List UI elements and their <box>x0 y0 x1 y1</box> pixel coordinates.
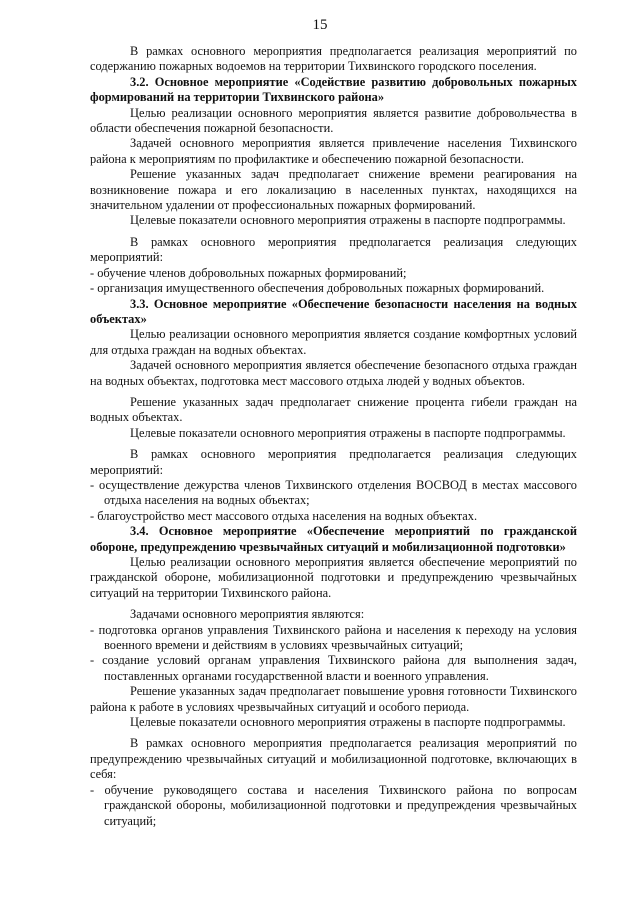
list-item: - благоустройство мест массового отдыха населения на водных объектах. <box>90 508 478 523</box>
paragraph: Целевые показатели основного мероприятия отражены в паспорте подпрограммы. <box>130 425 566 440</box>
list-item: - создание условий органам управления Тихвинского района для выполнения задач, поставленных органами государственной власти и военного управления. <box>90 653 577 683</box>
paragraph: В рамках основного мероприятия предполагается реализация следующих мероприятий: <box>90 447 577 477</box>
paragraph: В рамках основного мероприятия предполагается реализация мероприятий по содержанию пожарных водоемов на территории Тихвинского городского поселения. <box>90 44 577 74</box>
paragraph: Целью реализации основного мероприятия является создание комфортных условий для отдыха граждан на водных объектах. <box>90 327 577 357</box>
paragraph: Задачей основного мероприятия является обеспечение безопасного отдыха граждан на водных объектах, подготовка мест массового отдыха людей у водных объектов. <box>90 358 577 388</box>
paragraph: В рамках основного мероприятия предполагается реализация мероприятий по предупреждению чрезвычайных ситуаций и мобилизационной подготовке, включающих в себя: <box>90 736 577 782</box>
page-number: 15 <box>312 17 328 33</box>
list-item: - обучение руководящего состава и населения Тихвинского района по вопросам гражданской обороны, мобилизационной подготовки и предупреждения чрезвычайных ситуаций; <box>90 782 577 828</box>
section-heading: 3.3. Основное мероприятие «Обеспечение безопасности населения на водных объектах» <box>90 296 577 326</box>
list-item: - организация имущественного обеспечения добровольных пожарных формирований. <box>90 281 545 296</box>
paragraph: Целевые показатели основного мероприятия отражены в паспорте подпрограммы. <box>130 213 566 228</box>
paragraph: Целью реализации основного мероприятия является развитие добровольчества в области обеспечения пожарной безопасности. <box>90 105 577 136</box>
paragraph: Решение указанных задач предполагает снижение времени реагирования на возникновение пожара и его локализацию в населенных пунктах, находящихся на значительном удалении от профессиональных пожарных формирований. <box>90 167 577 213</box>
section-heading: 3.4. Основное мероприятие «Обеспечение мероприятий по гражданской обороне, предупреждению чрезвычайных ситуаций и мобилизационной подготовки» <box>90 524 577 554</box>
paragraph: Задачами основного мероприятия являются: <box>130 607 365 622</box>
list-item: - обучение членов добровольных пожарных формирований; <box>90 265 407 280</box>
document-body <box>90 44 577 829</box>
paragraph: Решение указанных задач предполагает повышение уровня готовности Тихвинского района к работе в условиях чрезвычайных ситуаций и особого периода. <box>90 684 577 714</box>
paragraph: Решение указанных задач предполагает снижение процента гибели граждан на водных объектах. <box>90 394 577 425</box>
paragraph: В рамках основного мероприятия предполагается реализация следующих мероприятий: <box>90 234 577 265</box>
paragraph: Задачей основного мероприятия является привлечение населения Тихвинского района к мероприятиям по профилактике и обеспечению пожарной безопасности. <box>90 136 577 166</box>
list-item: - подготовка органов управления Тихвинского района и населения к переходу на условия военного времени и действиям в условиях чрезвычайных ситуаций; <box>90 622 577 653</box>
paragraph: Целью реализации основного мероприятия является обеспечение мероприятий по гражданской обороне, мобилизационной подготовки и предупреждению чрезвычайных ситуаций на территории Тихвинского района. <box>90 555 577 600</box>
section-heading: 3.2. Основное мероприятие «Содействие развитию добровольных пожарных формирований на территории Тихвинского района» <box>90 74 577 105</box>
paragraph: Целевые показатели основного мероприятия отражены в паспорте подпрограммы. <box>130 715 566 730</box>
list-item: - осуществление дежурства членов Тихвинского отделения ВОСВОД в местах массового отдыха населения на водных объектах; <box>90 477 577 508</box>
